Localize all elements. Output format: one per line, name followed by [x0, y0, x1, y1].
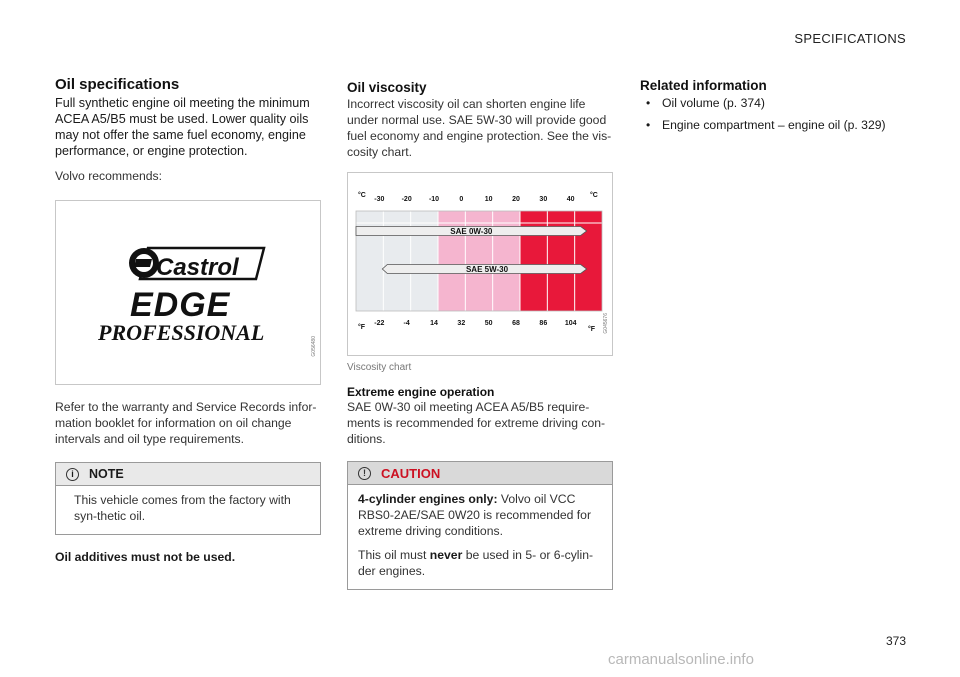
oil-additives-warning: Oil additives must not be used.: [55, 550, 236, 564]
fahrenheit-tick-label: -22: [374, 320, 385, 327]
celsius-tick-label: 30: [539, 196, 548, 203]
celsius-tick-label: -10: [428, 196, 440, 203]
fahrenheit-tick-label: 32: [457, 320, 466, 327]
caution-icon: !: [358, 467, 371, 480]
viscosity-chart-caption: Viscosity chart: [347, 362, 412, 373]
castrol-wordmark: Castrol: [156, 254, 239, 281]
warranty-text: Refer to the warranty and Service Records infor-mation booklet for information on oil change intervals and oil type requirements.: [55, 400, 317, 446]
castrol-edge-logo: [56, 201, 320, 384]
extreme-operation-title: Extreme engine operation: [347, 385, 495, 399]
series-label: SAE 5W-30: [465, 265, 509, 274]
series-label: SAE 0W-30: [450, 227, 493, 236]
temperature-band-1: [438, 211, 520, 311]
fahrenheit-unit-label: °F: [588, 326, 596, 333]
section-header: SPECIFICATIONS: [794, 31, 906, 46]
oil-specifications-column: [55, 76, 321, 565]
fahrenheit-tick-label: 104: [564, 320, 577, 327]
related-information-title: Related information: [640, 78, 767, 93]
celsius-unit-label: °C: [358, 192, 366, 199]
castrol-badge: [129, 248, 264, 281]
celsius-tick-label: 10: [484, 196, 493, 203]
related-information-column: [640, 78, 906, 139]
oil-viscosity-column: [347, 80, 613, 590]
related-information-list: [640, 95, 906, 133]
volvo-recommends-text: Volvo recommends:: [55, 169, 163, 183]
info-icon: i: [66, 468, 79, 481]
fahrenheit-tick-label: 14: [430, 320, 438, 327]
celsius-tick-label: 0: [459, 196, 464, 203]
celsius-tick-label: 40: [566, 196, 575, 203]
related-link-engine-oil[interactable]: • Engine compartment – engine oil (p. 329): [640, 117, 906, 133]
celsius-tick-label: -20: [401, 196, 412, 203]
caution-title: CAUTION: [381, 465, 441, 481]
viscosity-chart-svg: [348, 173, 612, 355]
fahrenheit-tick-label: 68: [512, 320, 520, 327]
watermark: carmanualsonline.info: [608, 651, 754, 668]
note-title: NOTE: [89, 467, 124, 481]
caution-box: [347, 461, 613, 590]
castrol-logo-image: [55, 200, 321, 385]
fahrenheit-tick-label: 86: [539, 320, 548, 327]
edge-wordmark: EDGE: [130, 286, 231, 324]
oil-specifications-title: Oil specifications: [55, 76, 180, 93]
fahrenheit-tick-label: 50: [484, 320, 493, 327]
oil-specifications-intro: Full synthetic engine oil meeting the minimum ACEA A5/B5 must be used. Lower quality oils may not offer the same fuel economy, engine performance, or engine protection.: [55, 96, 310, 158]
extreme-operation-text: SAE 0W-30 oil meeting ACEA A5/B5 require-ments is recommended for extreme driving con-ditions.: [347, 400, 606, 446]
celsius-unit-label: °C: [590, 192, 598, 199]
note-box: [55, 462, 321, 535]
caution-paragraph-1: 4-cylinder engines only: Volvo oil VCC RBS0-2AE/SAE 0W20 is recommended for extreme driving conditions.: [358, 492, 592, 538]
celsius-tick-label: -30: [374, 196, 385, 203]
note-text: This vehicle comes from the factory with syn-thetic oil.: [74, 493, 291, 523]
professional-wordmark: PROFESSIONAL: [98, 320, 265, 345]
logo-image-code: G056480: [311, 336, 317, 357]
temperature-band-0: [356, 211, 438, 311]
oil-viscosity-text: Incorrect viscosity oil can shorten engine life under normal use. SAE 5W-30 will provide good fuel economy and engine protection. See the vis-cosity chart.: [347, 97, 612, 159]
related-link-oil-volume[interactable]: • Oil volume (p. 374): [640, 95, 906, 111]
oil-viscosity-title: Oil viscosity: [347, 80, 427, 95]
viscosity-chart: [347, 172, 613, 356]
caution-paragraph-2: This oil must never be used in 5- or 6-cylin-der engines.: [358, 548, 594, 578]
celsius-tick-label: 20: [512, 196, 520, 203]
temperature-band-2: [520, 211, 602, 311]
fahrenheit-tick-label: -4: [403, 320, 410, 327]
page-number: 373: [885, 634, 906, 648]
chart-image-code: G045676: [603, 313, 609, 334]
fahrenheit-unit-label: °F: [358, 324, 366, 331]
